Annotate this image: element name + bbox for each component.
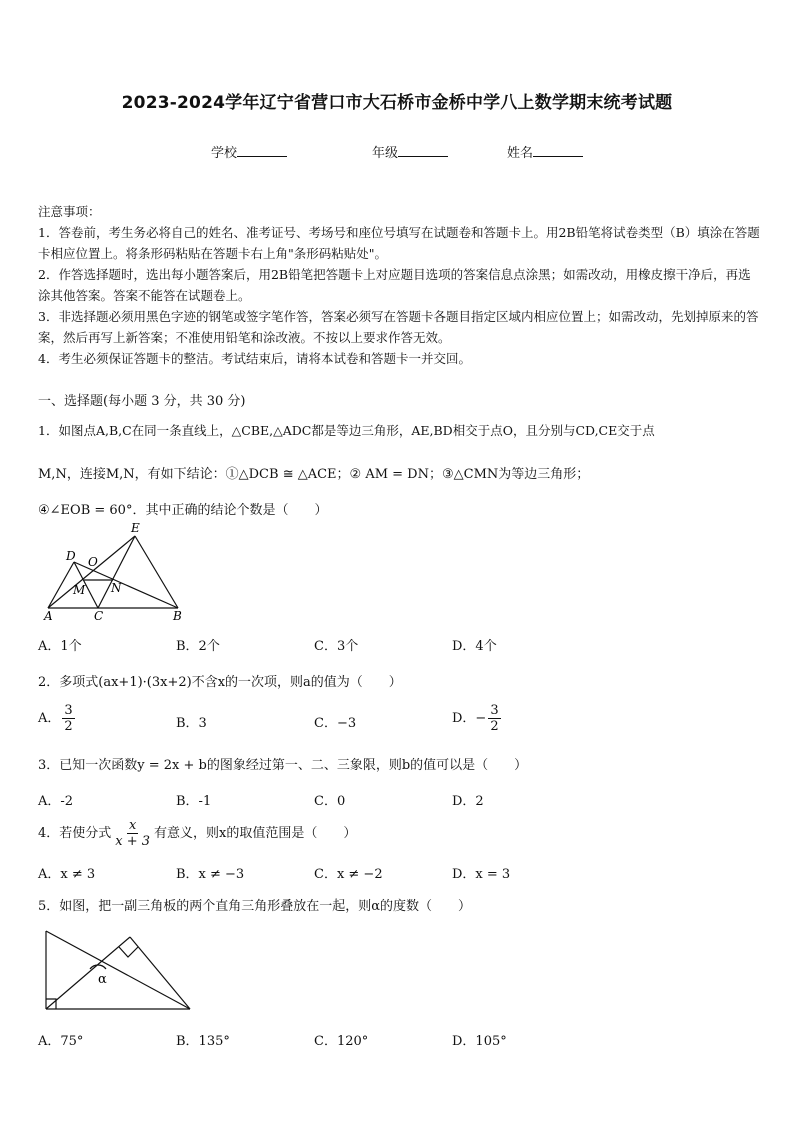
q4-fraction	[113, 818, 152, 849]
note-item-2: 2．作答选择题时，选出每小题答案后，用2B铅笔把答题卡上对应题目选项的答案信息点涂黑；如需改动，用橡皮擦干净后，再选涂其他答案。答案不能答在试题卷上。	[38, 267, 751, 303]
q2-option-c: C．−3	[314, 716, 357, 731]
name-label: 姓名	[507, 146, 534, 161]
fraction-denominator: 2	[490, 719, 499, 734]
q2-text: 2．多项式(ax+1)·(3x+2)不含x的一次项，则a的值为（ ）	[38, 675, 402, 690]
school-field	[211, 142, 287, 161]
q4-suffix: 有意义，则x的取值范围是（ ）	[154, 826, 357, 841]
q5-text: 5．如图，把一副三角板的两个直角三角形叠放在一起，则α的度数（ ）	[38, 899, 472, 914]
q4-prefix: 4．若使分式	[38, 826, 112, 841]
q1-line3: ④∠EOB = 60°．其中正确的结论个数是（ ）	[38, 503, 328, 518]
notes-section	[38, 201, 760, 369]
q4-option-d: D．x = 3	[452, 867, 511, 882]
fraction-numerator: 3	[64, 703, 73, 718]
label-B: B	[173, 609, 182, 622]
q5-figure	[38, 925, 198, 1015]
q5-option-c: C．120°	[314, 1034, 369, 1049]
q4-text	[38, 818, 356, 849]
q2-option-d-fraction	[488, 703, 500, 734]
q2-option-d-prefix: D．−	[452, 711, 487, 726]
q4-option-c: C．x ≠ −2	[314, 867, 383, 882]
fraction-denominator: 2	[64, 719, 73, 734]
q2-option-a-fraction	[62, 703, 74, 734]
q3-text: 3．已知一次函数y = 2x + b的图象经过第一、二、三象限，则b的值可以是（ ）	[38, 758, 528, 773]
label-D: D	[66, 549, 76, 563]
section-heading: 一、选择题(每小题 3 分，共 30 分)	[38, 394, 246, 409]
label-A: A	[44, 609, 53, 622]
q5-option-b: B．135°	[176, 1034, 230, 1049]
q3-option-c: C．0	[314, 794, 346, 809]
q1-line1: 1．如图点A,B,C在同一条直线上，△CBE,△ADC都是等边三角形，AE,BD相交于点O，且分别与CD,CE交于点	[38, 423, 655, 438]
label-O: O	[88, 555, 98, 569]
notes-heading: 注意事项：	[38, 204, 101, 219]
fraction-numerator: x	[128, 818, 137, 833]
fraction-denominator: x + 3	[115, 834, 151, 849]
label-N: N	[111, 581, 122, 595]
q1-option-b: B．2个	[176, 639, 220, 654]
q1-figure	[38, 522, 198, 622]
q2-option-a-prefix: A．	[38, 711, 61, 726]
school-blank	[237, 144, 287, 157]
alpha-label: α	[98, 972, 107, 987]
q2-option-d	[452, 703, 503, 734]
q2-option-b: B．3	[176, 716, 207, 731]
name-field	[507, 142, 583, 161]
school-label: 学校	[211, 146, 238, 161]
q3-option-d: D．2	[452, 794, 484, 809]
q1-option-d: D．4个	[452, 639, 497, 654]
q3-option-b: B．-1	[176, 794, 212, 809]
fraction-numerator: 3	[490, 703, 499, 718]
note-item-3: 3．非选择题必须用黑色字迹的钢笔或签字笔作答，答案必须写在答题卡各题目指定区域内相应位置上；如需改动，先划掉原来的答案，然后再写上新答案；不准使用铅笔和涂改液。不按以上要求作答无效。	[38, 309, 759, 345]
note-item-4: 4．考生必须保证答题卡的整洁。考试结束后，请将本试卷和答题卡一并交回。	[38, 351, 471, 366]
name-blank	[533, 144, 583, 157]
q1-option-a: A．1个	[38, 639, 82, 654]
note-item-1: 1．答卷前，考生务必将自己的姓名、准考证号、考场号和座位号填写在试题卷和答题卡上。用2B铅笔将试卷类型（B）填涂在答题卡相应位置上。将条形码粘贴在答题卡右上角"条形码粘贴处"。	[38, 225, 760, 261]
q5-option-a: A．75°	[38, 1034, 84, 1049]
grade-blank	[398, 144, 448, 157]
q5-option-d: D．105°	[452, 1034, 507, 1049]
q4-option-a: A．x ≠ 3	[38, 867, 96, 882]
q2-option-a	[38, 703, 77, 734]
q1-line2: M,N，连接M,N，有如下结论：①△DCB ≅ △ACE；② AM = DN；③△CMN为等边三角形；	[38, 467, 590, 482]
grade-label: 年级	[372, 146, 399, 161]
label-E: E	[131, 522, 140, 535]
grade-field	[372, 142, 448, 161]
page-title: 2023-2024学年辽宁省营口市大石桥市金桥中学八上数学期末统考试题	[121, 93, 673, 113]
label-M: M	[73, 583, 86, 597]
label-C: C	[94, 609, 104, 622]
q4-option-b: B．x ≠ −3	[176, 867, 245, 882]
q3-option-a: A．-2	[38, 794, 74, 809]
q1-option-c: C．3个	[314, 639, 359, 654]
